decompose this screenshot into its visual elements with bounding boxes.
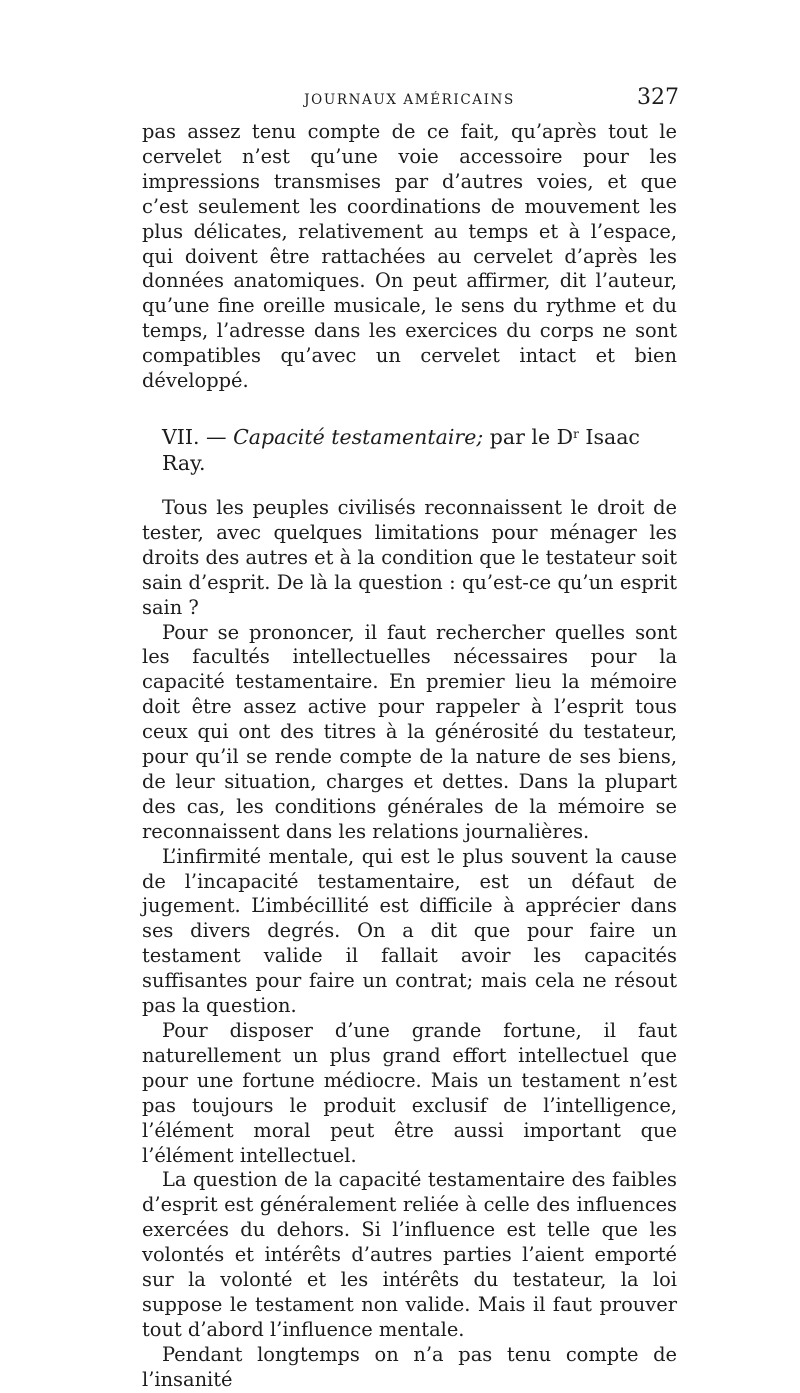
section-number: VII. — bbox=[162, 424, 227, 449]
paragraph: Pour disposer d’une grande fortune, il faut naturellement un plus grand effort intellectuel que pour une fortune médiocre. Mais un testament n’est pas toujours le produit exclusif de l’intelligence, l’élément moral peut être aussi important que l’élément intellectuel. bbox=[142, 1019, 677, 1167]
paragraph-final-line: Pendant longtemps on n’a pas tenu compte de l’insanité bbox=[142, 1342, 677, 1391]
paragraph: L’infirmité mentale, qui est le plus souvent la cause de l’incapacité testamentaire, est un défaut de jugement. L’imbécillité est difficile à apprécier dans ses divers degrés. On a dit que pour faire un testament valide il fallait avoir les capacités suffisantes pour faire un contrat; mais cela ne résout pas la question. bbox=[142, 844, 677, 1018]
paragraph: Pour se prononcer, il faut rechercher quelles sont les facultés intellectuelles nécessaires pour la capacité testamentaire. En premier lieu la mémoire doit être assez active pour rappeler à l’esprit tous ceux qui ont des titres à la générosité du testateur, pour qu’il se rende compte de la nature de ses biens, de leur situation, charges et dettes. Dans la plupart des cas, les conditions générales de la mémoire se reconnaissent dans les relations journalières. bbox=[142, 620, 677, 843]
paragraph: La question de la capacité testamentaire des faibles d’esprit est généralement reliée à celle des influences exercées du dehors. Si l’influence est telle que les volontés et intérêts d’autres parties l’aient emporté sur la volonté et les intérêts du testateur, la loi suppose le testament non valide. Mais il faut prouver tout d’abord l’influence mentale. bbox=[142, 1168, 677, 1341]
book-page bbox=[142, 84, 677, 1393]
section-author: Isaac Ray. bbox=[162, 424, 640, 475]
page-number: 327 bbox=[637, 85, 679, 110]
section-heading bbox=[142, 421, 677, 476]
paragraph-continuation: pas assez tenu compte de ce fait, qu’après tout le cervelet n’est qu’une voie accessoire pour les impressions transmises par d’autres voies, et que c’est seulement les coordinations de mouvement les plus délicates, relativement au temps et à l’espace, qui doivent être rattachées au cervelet d’après les données anatomiques. On peut affirmer, dit l’auteur, qu’une fine oreille musicale, le sens du rythme et du temps, l’adresse dans les exercices du corps ne sont compatibles qu’avec un cervelet intact et bien développé. bbox=[142, 120, 677, 393]
running-title: JOURNAUX AMÉRICAINS bbox=[304, 92, 515, 108]
section-by: par le D bbox=[489, 424, 574, 449]
section-title: Capacité testamentaire; bbox=[233, 424, 484, 449]
paragraph: Tous les peuples civilisés reconnaissent le droit de tester, avec quelques limitations pour ménager les droits des autres et à la condition que le testateur soit sain d’esprit. De là la question : qu’est-ce qu’un esprit sain ? bbox=[142, 495, 677, 619]
section-by-superscript: r bbox=[573, 426, 579, 441]
running-head bbox=[142, 84, 677, 114]
